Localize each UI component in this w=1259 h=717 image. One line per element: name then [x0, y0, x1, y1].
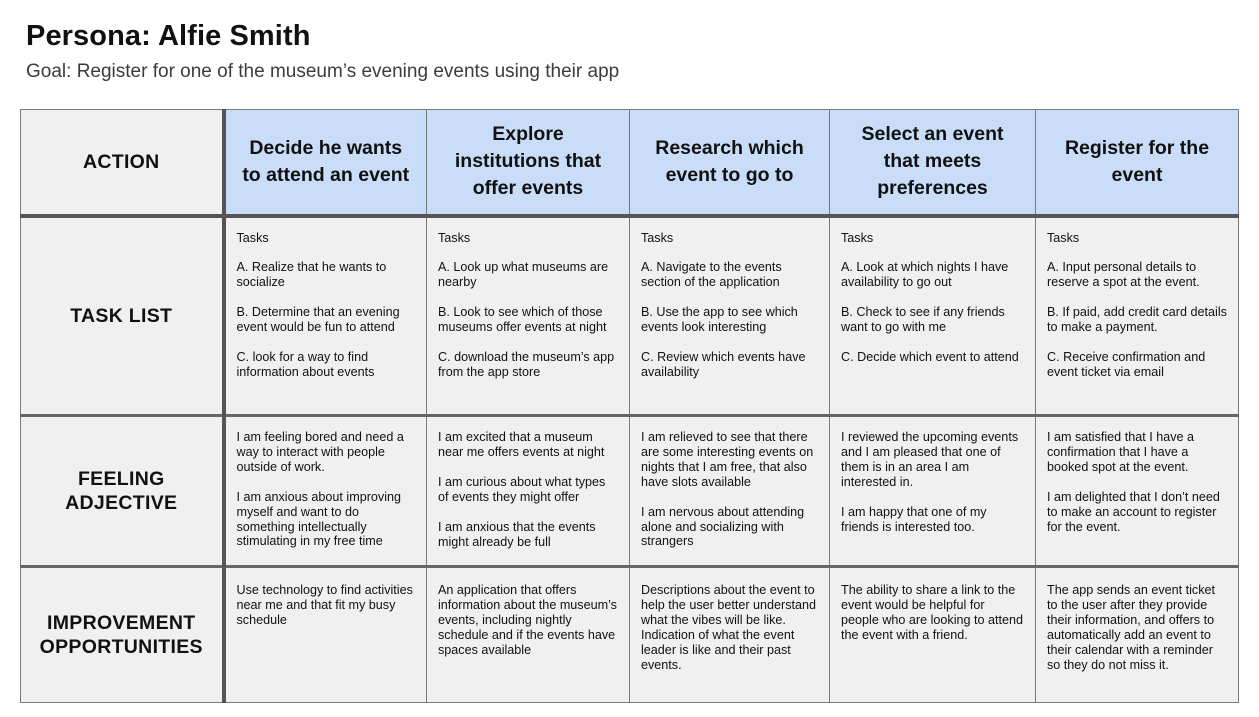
- task-list-row: [21, 216, 1239, 416]
- stage-title: Register for the event: [1064, 136, 1210, 186]
- improvement-cell: [630, 567, 830, 703]
- feeling-item: I am satisfied that I have a confirmation that I have a booked spot at the event.: [1047, 430, 1195, 474]
- tasks-header: Tasks: [236, 230, 269, 245]
- row-label-feeling-line1: FEELING: [77, 468, 165, 490]
- task-item: C. Receive confirmation and event ticket via email: [1047, 350, 1206, 379]
- task-item: B. Use the app to see which events look interesting: [641, 305, 798, 335]
- persona-goal: Goal: Register for one of the museum’s evening events using their app: [26, 61, 620, 82]
- improvement-text: Use technology to find activities near me and that fit my busy schedule: [236, 583, 413, 627]
- row-label-action: [21, 110, 224, 216]
- improvement-cell: [830, 567, 1036, 703]
- improvement-cell: [224, 567, 427, 703]
- feeling-cell: [630, 416, 830, 567]
- stage-title: Decide he wants to attend an event: [242, 136, 410, 186]
- feeling-item: I am relieved to see that there are some interesting events on nights that I am free, that also have slots available: [641, 430, 814, 489]
- feeling-item: I am anxious about improving myself and want to do something intellectually stimulating in my free time: [236, 489, 402, 549]
- tasks-header: Tasks: [1047, 230, 1080, 245]
- row-label-improvement: [21, 567, 224, 703]
- tasks-header: Tasks: [438, 230, 471, 245]
- task-item: B. Check to see if any friends want to go with me: [841, 305, 1005, 335]
- improvement-cell: [1036, 567, 1239, 703]
- row-label-task-list: [21, 216, 224, 416]
- stage-title: Explore institutions that offer events: [454, 123, 602, 200]
- row-label-action-text: ACTION: [82, 150, 160, 173]
- feeling-cell: [1036, 416, 1239, 567]
- feeling-item: I am delighted that I don’t need to make an account to register for the event.: [1047, 489, 1220, 534]
- stage-title: Select an event that meets preferences: [861, 123, 1004, 200]
- task-item: C. Decide which event to attend: [841, 350, 1019, 365]
- task-item: C. Review which events have availability: [641, 350, 806, 379]
- task-item: A. Input personal details to reserve a spot at the event.: [1047, 260, 1200, 290]
- improvement-row: [21, 567, 1239, 703]
- stage-header: [630, 110, 830, 216]
- feeling-item: I reviewed the upcoming events and I am pleased that one of them is in an area I am interested in.: [841, 430, 1019, 489]
- row-label-task-list-text: TASK LIST: [70, 304, 173, 327]
- task-item: B. If paid, add credit card details to make a payment.: [1047, 305, 1227, 335]
- tasks-header: Tasks: [641, 230, 674, 245]
- improvement-text: An application that offers information about the museum’s events, including nightly schedule and if the events have spaces available: [438, 583, 617, 657]
- task-item: A. Look up what museums are nearby: [438, 260, 609, 290]
- action-row: [21, 110, 1239, 216]
- stage-header: [427, 110, 630, 216]
- stage-header: [1036, 110, 1239, 216]
- task-item: A. Navigate to the events section of the application: [641, 260, 782, 290]
- feeling-item: I am feeling bored and need a way to interact with people outside of work.: [236, 430, 404, 474]
- feeling-row: [21, 416, 1239, 567]
- feeling-item: I am curious about what types of events they might offer: [438, 474, 606, 504]
- stage-header: [224, 110, 427, 216]
- row-label-improvement-line1: IMPROVEMENT: [47, 612, 196, 634]
- task-item: B. Look to see which of those museums offer events at night: [438, 305, 607, 335]
- improvement-text: Descriptions about the event to help the user better understand what the vibes will be like. Indication of what the event leader is like and their past events.: [641, 583, 817, 672]
- feeling-item: I am excited that a museum near me offers events at night: [438, 430, 605, 459]
- persona-title: Persona: Alfie Smith: [26, 20, 311, 52]
- task-cell: [224, 216, 427, 416]
- task-cell: [1036, 216, 1239, 416]
- feeling-item: I am happy that one of my friends is interested too.: [841, 504, 987, 534]
- task-item: C. look for a way to find information about events: [236, 350, 375, 379]
- feeling-cell: [427, 416, 630, 567]
- task-item: B. Determine that an evening event would be fun to attend: [236, 305, 400, 335]
- task-cell: [427, 216, 630, 416]
- journey-map-table: [20, 109, 1239, 703]
- improvement-text: The ability to share a link to the event would be helpful for people who are looking to attend the event with a friend.: [841, 583, 1024, 642]
- row-label-feeling: [21, 416, 224, 567]
- task-cell: [630, 216, 830, 416]
- feeling-item: I am anxious that the events might already be full: [438, 519, 596, 549]
- task-item: A. Realize that he wants to socialize: [236, 260, 387, 290]
- task-item: C. download the museum’s app from the app store: [438, 350, 615, 379]
- feeling-cell: [224, 416, 427, 567]
- stage-title: Research which event to go to: [655, 136, 804, 186]
- improvement-text: The app sends an event ticket to the user after they provide their information, and offers to automatically add an event to their calendar with a reminder so they do not miss it.: [1047, 583, 1216, 672]
- task-item: A. Look at which nights I have availability to go out: [841, 260, 1009, 290]
- task-cell: [830, 216, 1036, 416]
- row-label-improvement-line2: OPPORTUNITIES: [39, 636, 203, 658]
- tasks-header: Tasks: [841, 230, 874, 245]
- feeling-cell: [830, 416, 1036, 567]
- stage-header: [830, 110, 1036, 216]
- improvement-cell: [427, 567, 630, 703]
- feeling-item: I am nervous about attending alone and socializing with strangers: [641, 504, 805, 549]
- row-label-feeling-line2: ADJECTIVE: [65, 492, 178, 514]
